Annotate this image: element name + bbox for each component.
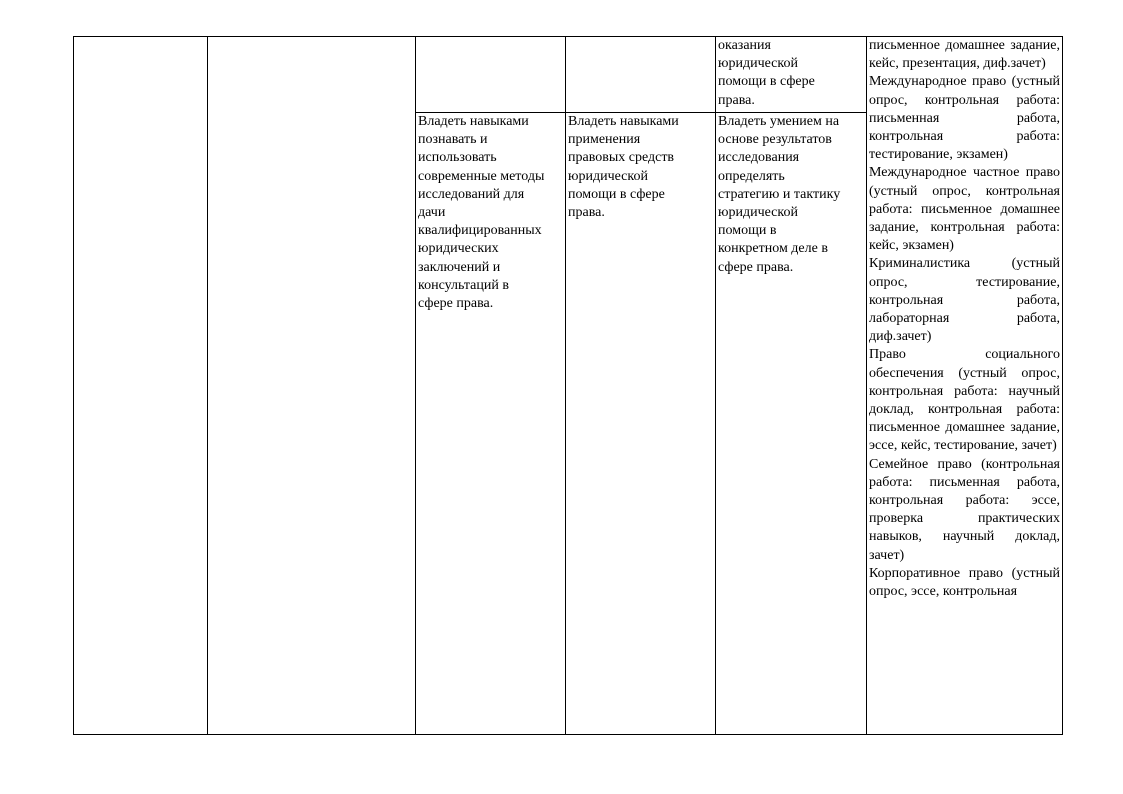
table-cell-assessment xyxy=(867,37,1063,735)
table-cell-row2-col5: Владеть умением на основe результатов исследования определять стратегию и тактику юридической помощи в конкретном деле в сфере права. xyxy=(716,113,867,735)
table-cell-row1-col4 xyxy=(566,37,716,113)
table-cell-row2-col4: Владеть навыками применения правовых средств юридической помощи в сфере права. xyxy=(566,113,716,735)
assessment-item: Международное право (устный опрос, контрольная работа: письменная работа, контрольная работа: тестирование, экзамен) xyxy=(869,74,1060,163)
assessment-item: Право социального обеспечения (устный опрос, контрольная работа: научный доклад, контрольная работа: письменное домашнее задание, эссе, кейс, тестирование, зачет) xyxy=(869,347,1060,454)
table-row xyxy=(74,37,1063,113)
assessment-item: Международное частное право (устный опрос, контрольная работа: письменное домашнее задание, контрольная работа: кейс, экзамен) xyxy=(869,165,1060,254)
assessment-item: Корпоративное право (устный опрос, эссе, контрольная xyxy=(869,565,1060,600)
assessment-item: Семейное право (контрольная работа: письменная работа, контрольная работа: эссе, проверка практических навыков, научный доклад, зачет) xyxy=(869,456,1060,563)
table-cell-competency xyxy=(208,37,416,735)
assessment-item: Криминалистика (устный опрос, тестирование, контрольная работа, лабораторная работа, диф.зачет) xyxy=(869,256,1060,345)
table-cell-row2-col3: Владеть навыками познавать и использовать современные методы исследований для дачи квалифицированных юридических заключений и консультаций в сфере права. xyxy=(416,113,566,735)
table-cell-row1-col3 xyxy=(416,37,566,113)
assessment-item: письменное домашнее задание, кейс, презентация, диф.зачет) xyxy=(869,38,1060,72)
table-cell-row1-col5: оказания юридической помощи в сфере права. xyxy=(716,37,867,113)
table-cell-code xyxy=(74,37,208,735)
competency-table xyxy=(73,36,1063,735)
